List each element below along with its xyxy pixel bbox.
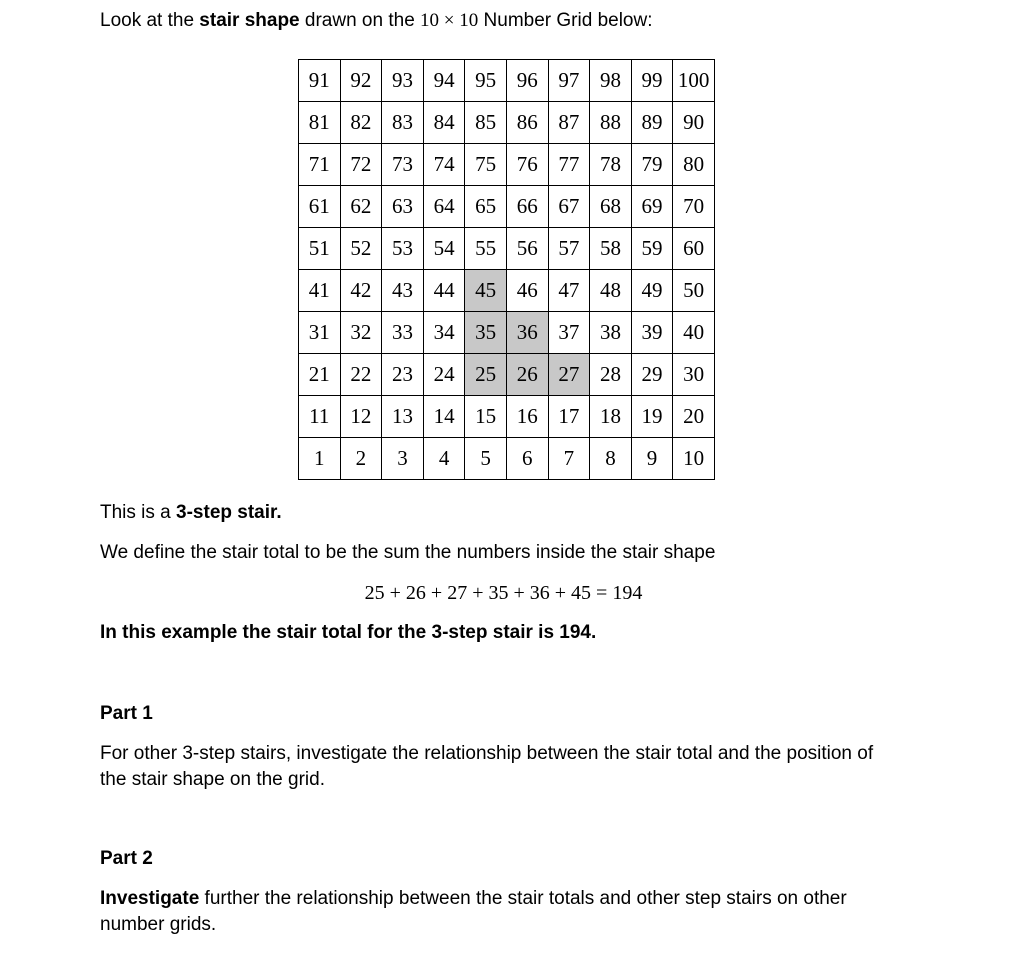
example-text: In this example the stair total for the 3-step stair is 194. <box>100 622 597 643</box>
grid-row <box>299 102 715 144</box>
grid-cell: 10 <box>673 438 715 480</box>
grid-cell: 84 <box>423 102 465 144</box>
grid-cell: 16 <box>506 396 548 438</box>
grid-cell: 97 <box>548 60 590 102</box>
grid-cell: 81 <box>299 102 341 144</box>
grid-cell: 55 <box>465 228 507 270</box>
grid-cell: 51 <box>299 228 341 270</box>
grid-row <box>299 186 715 228</box>
grid-cell: 60 <box>673 228 715 270</box>
grid-cell: 28 <box>590 354 632 396</box>
grid-cell: 62 <box>340 186 382 228</box>
grid-cell: 4 <box>423 438 465 480</box>
grid-cell: 100 <box>673 60 715 102</box>
grid-cell: 56 <box>506 228 548 270</box>
grid-cell: 27 <box>548 354 590 396</box>
grid-row <box>299 228 715 270</box>
grid-cell: 35 <box>465 312 507 354</box>
grid-cell: 33 <box>382 312 424 354</box>
part2-bold: Investigate <box>100 888 200 909</box>
grid-cell: 96 <box>506 60 548 102</box>
grid-row <box>299 438 715 480</box>
grid-cell: 99 <box>631 60 673 102</box>
intro-grid-size: 10 × 10 <box>420 10 479 31</box>
grid-cell: 57 <box>548 228 590 270</box>
grid-cell: 3 <box>382 438 424 480</box>
grid-cell: 68 <box>590 186 632 228</box>
grid-cell: 66 <box>506 186 548 228</box>
grid-row <box>299 312 715 354</box>
grid-cell: 75 <box>465 144 507 186</box>
grid-cell: 72 <box>340 144 382 186</box>
grid-cell: 67 <box>548 186 590 228</box>
grid-cell: 83 <box>382 102 424 144</box>
grid-cell: 64 <box>423 186 465 228</box>
grid-cell: 23 <box>382 354 424 396</box>
grid-cell: 78 <box>590 144 632 186</box>
grid-cell: 21 <box>299 354 341 396</box>
intro-middle: drawn on the <box>299 10 421 31</box>
grid-cell: 47 <box>548 270 590 312</box>
grid-cell: 91 <box>299 60 341 102</box>
grid-cell: 74 <box>423 144 465 186</box>
grid-cell: 18 <box>590 396 632 438</box>
grid-cell: 89 <box>631 102 673 144</box>
grid-cell: 32 <box>340 312 382 354</box>
grid-row <box>299 144 715 186</box>
grid-cell: 58 <box>590 228 632 270</box>
grid-cell: 65 <box>465 186 507 228</box>
grid-cell: 5 <box>465 438 507 480</box>
grid-cell: 76 <box>506 144 548 186</box>
step-line <box>100 500 282 526</box>
grid-cell: 29 <box>631 354 673 396</box>
intro-suffix: Number Grid below: <box>478 10 653 31</box>
grid-cell: 94 <box>423 60 465 102</box>
grid-cell: 46 <box>506 270 548 312</box>
intro-line <box>100 8 653 34</box>
grid-cell: 2 <box>340 438 382 480</box>
grid-cell: 6 <box>506 438 548 480</box>
grid-cell: 42 <box>340 270 382 312</box>
grid-cell: 61 <box>299 186 341 228</box>
grid-cell: 17 <box>548 396 590 438</box>
grid-cell: 41 <box>299 270 341 312</box>
grid-cell: 24 <box>423 354 465 396</box>
grid-cell: 38 <box>590 312 632 354</box>
grid-cell: 25 <box>465 354 507 396</box>
part2-text <box>100 886 900 938</box>
grid-cell: 15 <box>465 396 507 438</box>
grid-cell: 37 <box>548 312 590 354</box>
grid-cell: 48 <box>590 270 632 312</box>
grid-cell: 59 <box>631 228 673 270</box>
grid-cell: 34 <box>423 312 465 354</box>
grid-cell: 90 <box>673 102 715 144</box>
grid-cell: 14 <box>423 396 465 438</box>
grid-cell: 49 <box>631 270 673 312</box>
grid-cell: 19 <box>631 396 673 438</box>
grid-row <box>299 396 715 438</box>
grid-cell: 93 <box>382 60 424 102</box>
part1-heading: Part 1 <box>100 703 153 724</box>
grid-cell: 52 <box>340 228 382 270</box>
grid-cell: 69 <box>631 186 673 228</box>
grid-cell: 12 <box>340 396 382 438</box>
grid-cell: 54 <box>423 228 465 270</box>
stair-total-equation: 25 + 26 + 27 + 35 + 36 + 45 = 194 <box>364 582 643 604</box>
part2-body: further the relationship between the stair totals and other step stairs on other number grids. <box>100 888 847 935</box>
number-grid <box>298 59 715 480</box>
grid-cell: 80 <box>673 144 715 186</box>
grid-cell: 85 <box>465 102 507 144</box>
grid-cell: 98 <box>590 60 632 102</box>
grid-cell: 45 <box>465 270 507 312</box>
grid-cell: 22 <box>340 354 382 396</box>
grid-cell: 92 <box>340 60 382 102</box>
grid-row <box>299 270 715 312</box>
grid-cell: 71 <box>299 144 341 186</box>
grid-cell: 36 <box>506 312 548 354</box>
grid-cell: 1 <box>299 438 341 480</box>
grid-cell: 13 <box>382 396 424 438</box>
grid-cell: 20 <box>673 396 715 438</box>
definition-text: We define the stair total to be the sum the numbers inside the stair shape <box>100 542 716 563</box>
grid-cell: 44 <box>423 270 465 312</box>
grid-cell: 86 <box>506 102 548 144</box>
part2-heading: Part 2 <box>100 848 153 869</box>
grid-cell: 70 <box>673 186 715 228</box>
grid-cell: 43 <box>382 270 424 312</box>
grid-row <box>299 60 715 102</box>
grid-cell: 73 <box>382 144 424 186</box>
grid-cell: 39 <box>631 312 673 354</box>
step-bold: 3-step stair. <box>176 502 282 523</box>
grid-cell: 88 <box>590 102 632 144</box>
grid-cell: 30 <box>673 354 715 396</box>
grid-cell: 40 <box>673 312 715 354</box>
part1-text: For other 3-step stairs, investigate the relationship between the stair total and the position of the stair shape on the grid. <box>100 743 874 790</box>
grid-cell: 82 <box>340 102 382 144</box>
step-prefix: This is a <box>100 502 177 523</box>
grid-cell: 9 <box>631 438 673 480</box>
grid-cell: 79 <box>631 144 673 186</box>
intro-bold: stair shape <box>199 10 300 31</box>
grid-cell: 50 <box>673 270 715 312</box>
grid-row <box>299 354 715 396</box>
intro-prefix: Look at the <box>100 10 200 31</box>
grid-cell: 31 <box>299 312 341 354</box>
grid-cell: 8 <box>590 438 632 480</box>
grid-cell: 77 <box>548 144 590 186</box>
grid-cell: 87 <box>548 102 590 144</box>
grid-cell: 11 <box>299 396 341 438</box>
grid-cell: 53 <box>382 228 424 270</box>
grid-cell: 7 <box>548 438 590 480</box>
grid-cell: 63 <box>382 186 424 228</box>
grid-cell: 26 <box>506 354 548 396</box>
grid-cell: 95 <box>465 60 507 102</box>
